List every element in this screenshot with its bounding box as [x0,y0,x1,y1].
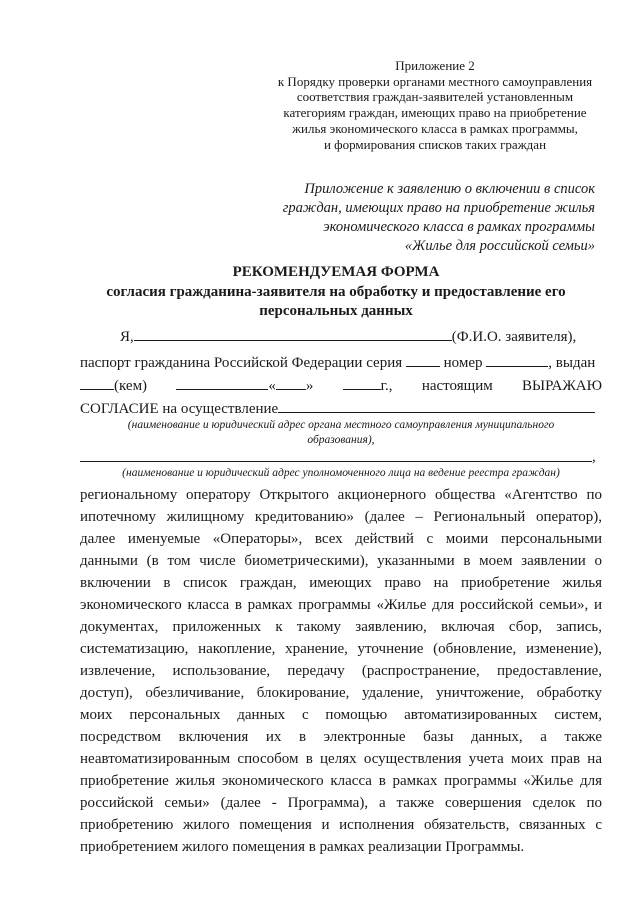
issue-date-blank[interactable] [176,376,268,390]
statement-appendix-line: граждан, имеющих право на приобретение жилья [282,200,595,216]
passport-prefix: паспорт гражданина Российской Федерации серия [80,355,403,371]
by-whom-label: (кем) [114,378,148,394]
body-line: приобретению жилого помещения и исполнения обязательств, связанных с [80,817,602,833]
appendix-line: категориям граждан, имеющих право на приобретение [283,105,587,121]
body-line: российской семьи» (далее - Программа), а также совершения сделок по [80,795,602,811]
trailing-comma: , [592,449,596,465]
title-line-1: РЕКОМЕНДУЕМАЯ ФОРМА [232,264,440,280]
body-line: включении в список граждан, имеющих право на приобретение жилья [80,575,602,591]
issued-label: , выдан [548,355,596,371]
day-blank[interactable] [276,376,306,390]
consent-line [80,399,602,418]
body-line: региональному оператору Открытого акционерного общества «Агентство по [80,487,602,503]
fio-blank[interactable] [134,327,452,341]
body-line: доступ), обезличивание, блокирование, удаление, уничтожение, обработку [80,685,602,701]
statement-appendix-note [250,180,595,256]
quote-close: » [305,378,314,394]
body-line: данными (в том числе биометрическими), указанными в моем заявлении о [80,553,602,569]
appendix-line: жилья экономического класса в рамках программы, [292,120,578,136]
title-line-2: согласия гражданина-заявителя на обработку и предоставление его [106,283,566,300]
authority-note-line-2: образования), [307,434,375,446]
passport-series-blank[interactable] [406,353,440,367]
passport-number-blank[interactable] [486,353,548,367]
number-label: номер [443,355,483,371]
issued-by-line [80,376,602,395]
registry-holder-note: (наименование и юридический адрес уполномоченного лица на ведение реестра граждан) [122,467,560,479]
body-line: далее именуемые «Операторы», всех действий с моими персональными [80,531,602,547]
issuer-blank[interactable] [80,376,114,390]
hereby-label: настоящим [421,378,493,394]
i-label: Я, [120,329,134,345]
statement-appendix-line: «Жилье для российской семьи» [404,238,595,254]
appendix-line: Приложение 2 [395,58,475,73]
appendix-line: соответствия граждан-заявителей установленным [296,89,574,105]
year-blank[interactable] [343,376,381,390]
body-line: приобретение жилья экономического класса в рамках программы «Жилье для [80,773,602,789]
passport-line [80,353,602,372]
body-line: экономического класса в рамках программы «Жилье для российской семьи», и [80,597,602,613]
body-line: извлечение, использование, передачу (распространение, предоставление, [80,663,602,679]
appendix-line: к Порядку проверки органами местного самоуправления [277,73,593,89]
body-line: приобретением жилого помещения в рамках реализации Программы. [80,839,525,855]
body-line: ипотечному жилищному кредитованию» (далее – Региональный оператор), [80,509,602,525]
year-suffix: г., [380,378,393,394]
body-line: неавтоматизированным способом в целях осуществления учета моих прав на [80,751,602,767]
fio-caption: (Ф.И.О. заявителя), [451,329,577,345]
consent-prefix: СОГЛАСИЕ на осуществление [80,401,279,417]
body-line: моих персональных данных с помощью автоматизированных систем, [80,707,602,723]
fio-line [80,327,602,346]
appendix-line: и формирования списков таких граждан [323,136,547,152]
form-title [70,263,602,322]
statement-appendix-line: Приложение к заявлению о включении в список [304,181,595,197]
appendix-header [260,58,610,152]
quote-open: « [268,378,276,394]
title-line-3: персональных данных [259,303,413,319]
body-line: систематизацию, накопление, хранение, уточнение (обновление, изменение), [80,641,602,657]
authority-note-line-1: (наименование и юридический адрес органа местного самоуправления муниципального [127,419,555,431]
authority-blank[interactable] [278,399,595,413]
body-line: документах, приложенных к такому заявлению, включая сбор, запись, [80,619,602,635]
registry-holder-blank[interactable] [80,461,592,462]
body-line: посредством включения их в электронные базы данных, а также [80,729,602,745]
statement-appendix-line: экономического класса в рамках программы [323,219,595,235]
express-label: ВЫРАЖАЮ [521,378,603,394]
